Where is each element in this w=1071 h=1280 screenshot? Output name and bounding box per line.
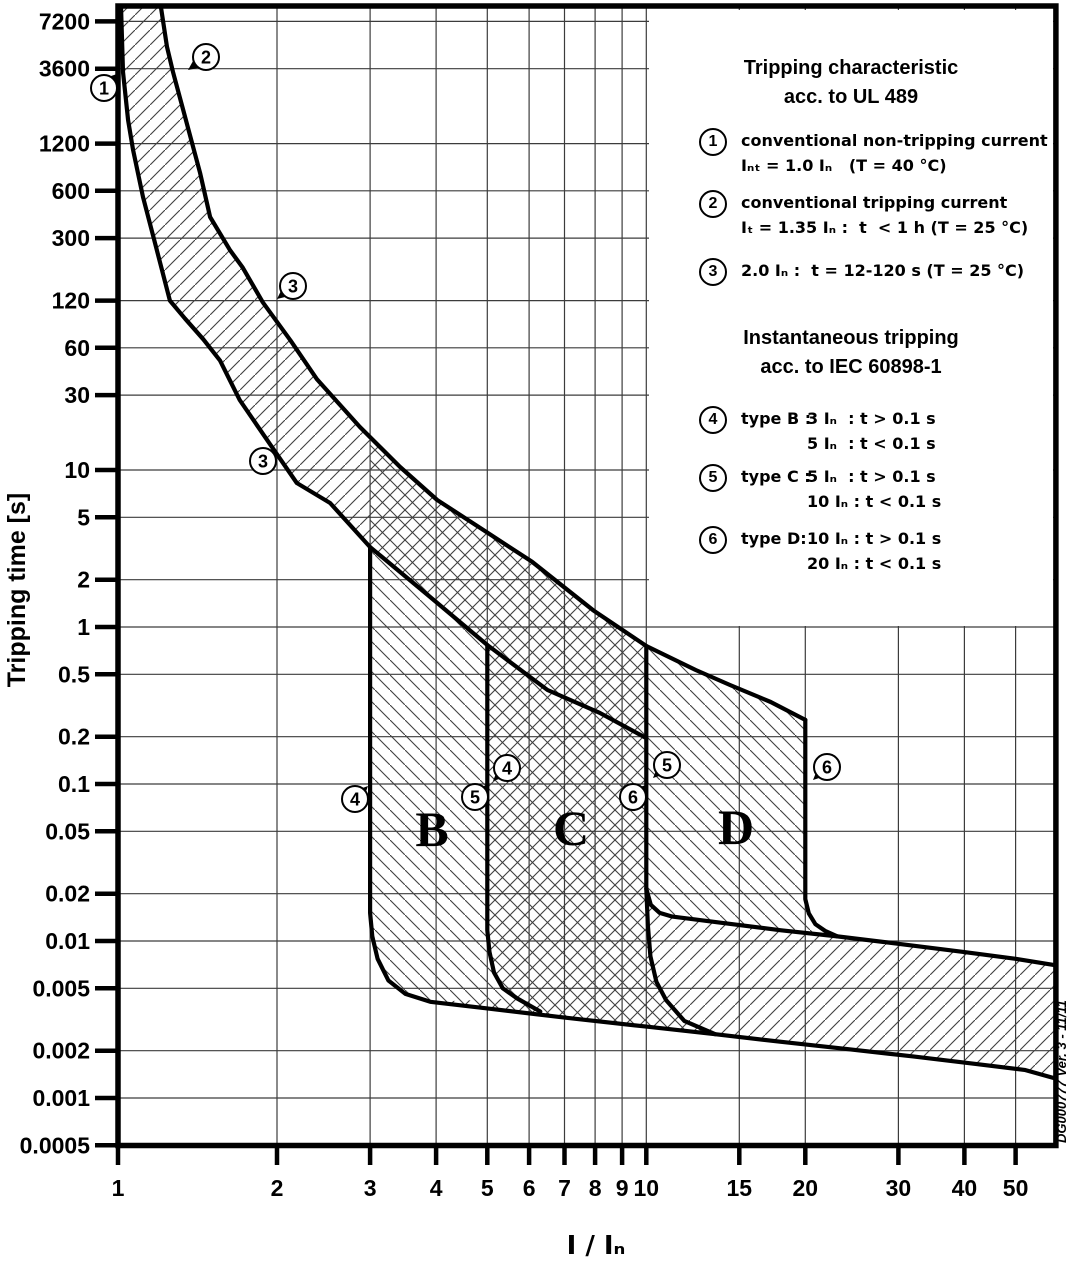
curve-marker-3 [250, 448, 276, 474]
svg-text:2: 2 [200, 47, 212, 68]
type-d-max-boundary [805, 720, 837, 937]
legend-item-text: type B :3 Iₙ : t > 0.1 s 5 Iₙ : t < 0.1 s [741, 406, 936, 456]
svg-text:30: 30 [885, 1175, 912, 1201]
svg-text:6: 6 [821, 757, 833, 778]
legend-title-ul489-line1: Tripping characteristic [743, 57, 959, 79]
svg-text:0.005: 0.005 [32, 975, 90, 1002]
legend-item [699, 464, 941, 514]
svg-text:3: 3 [257, 451, 269, 472]
svg-text:30: 30 [64, 382, 90, 409]
legend-title-iec-line2: acc. to IEC 60898-1 [760, 356, 942, 378]
svg-text:0.5: 0.5 [58, 661, 90, 688]
legend-title-iec-line1: Instantaneous tripping [743, 327, 959, 349]
legend-item-number-badge: 1 [699, 128, 727, 156]
document-version-note: DG000777 Ver. 3 - 11/11 [1054, 1000, 1069, 1143]
curve-marker-6 [813, 754, 840, 780]
legend-item-text: conventional tripping current Iₜ = 1.35 Iₙ : t < 1 h (T = 25 °C) [741, 193, 1029, 237]
svg-text:50: 50 [1002, 1175, 1029, 1201]
legend-item [699, 526, 941, 576]
region-letter-D: D [717, 799, 755, 855]
curve-marker-5 [462, 784, 488, 810]
svg-text:3: 3 [363, 1175, 377, 1201]
svg-text:4: 4 [349, 789, 361, 810]
svg-text:600: 600 [51, 177, 90, 204]
region-letter-B: B [415, 801, 449, 857]
svg-text:0.01: 0.01 [45, 928, 90, 954]
legend-item [699, 128, 1048, 178]
legend-item-number-badge: 4 [699, 406, 727, 434]
svg-text:0.05: 0.05 [45, 818, 90, 845]
legend-item [699, 258, 1024, 286]
legend-item-text: type D:10 Iₙ : t > 0.1 s 20 Iₙ : t < 0.1 s [741, 526, 941, 576]
legend-item-number-badge: 2 [699, 190, 727, 218]
x-axis-title: I / Iₙ [566, 1231, 626, 1261]
legend-title-ul489 [649, 54, 1053, 112]
legend-item-text: conventional non-tripping current Iₙₜ = 1.0 Iₙ (T = 40 °C) [741, 131, 1048, 175]
legend-item-number-badge: 3 [699, 258, 727, 286]
legend-item-number-badge: 5 [699, 464, 727, 492]
svg-text:2: 2 [270, 1175, 284, 1201]
svg-text:15: 15 [726, 1175, 753, 1201]
svg-text:6: 6 [627, 787, 639, 808]
svg-text:1: 1 [77, 614, 90, 640]
legend-item-type-label: type C : [741, 467, 811, 486]
svg-text:8: 8 [588, 1175, 602, 1201]
legend-item-text: type C :5 Iₙ : t > 0.1 s 10 Iₙ : t < 0.1 s [741, 464, 941, 514]
curve-marker-4 [342, 786, 368, 812]
svg-text:7200: 7200 [38, 8, 90, 35]
svg-text:5: 5 [661, 755, 673, 776]
curve-marker-5 [653, 752, 680, 778]
legend-item-type-label: type D: [741, 529, 807, 548]
legend-item-text: 2.0 Iₙ : t = 12-120 s (T = 25 °C) [741, 261, 1025, 280]
svg-text:6: 6 [522, 1175, 536, 1201]
svg-text:9: 9 [615, 1175, 629, 1201]
region-letter-C: C [552, 800, 590, 856]
legend-panel [649, 10, 1053, 626]
svg-text:10: 10 [64, 457, 90, 483]
svg-text:2: 2 [77, 566, 90, 593]
svg-text:5: 5 [469, 787, 481, 808]
svg-text:5: 5 [480, 1175, 494, 1201]
svg-text:0.002: 0.002 [32, 1037, 90, 1064]
svg-text:3600: 3600 [38, 55, 90, 82]
x-tick-labels [112, 1175, 1029, 1201]
legend-item [699, 406, 936, 456]
svg-text:1: 1 [98, 78, 110, 99]
svg-text:10: 10 [633, 1175, 660, 1201]
svg-text:0.2: 0.2 [58, 723, 90, 750]
legend-item [699, 190, 1028, 240]
svg-text:20: 20 [792, 1175, 819, 1201]
legend-item-type-label: type B : [741, 409, 812, 428]
svg-text:4: 4 [429, 1175, 443, 1201]
curve-marker-2 [188, 44, 219, 70]
svg-text:0.02: 0.02 [45, 880, 90, 907]
svg-text:300: 300 [51, 225, 90, 252]
curve-marker-3 [277, 273, 306, 299]
svg-text:0.0005: 0.0005 [19, 1132, 90, 1159]
svg-text:1: 1 [111, 1175, 125, 1201]
svg-text:120: 120 [51, 287, 90, 314]
y-axis-title: Tripping time [s] [3, 492, 31, 688]
svg-text:5: 5 [77, 504, 90, 531]
legend-item-number-badge: 6 [699, 526, 727, 554]
svg-text:40: 40 [951, 1175, 978, 1201]
svg-text:7: 7 [558, 1175, 571, 1201]
svg-text:4: 4 [501, 758, 513, 779]
svg-text:0.1: 0.1 [58, 771, 90, 797]
legend-title-iec [649, 324, 1053, 382]
svg-text:60: 60 [64, 334, 90, 361]
svg-text:3: 3 [287, 276, 299, 297]
svg-text:0.001: 0.001 [32, 1085, 90, 1111]
svg-text:1200: 1200 [38, 130, 90, 157]
curve-marker-4 [493, 755, 520, 781]
curve-marker-6 [620, 784, 646, 810]
legend-title-ul489-line2: acc. to UL 489 [783, 86, 919, 108]
